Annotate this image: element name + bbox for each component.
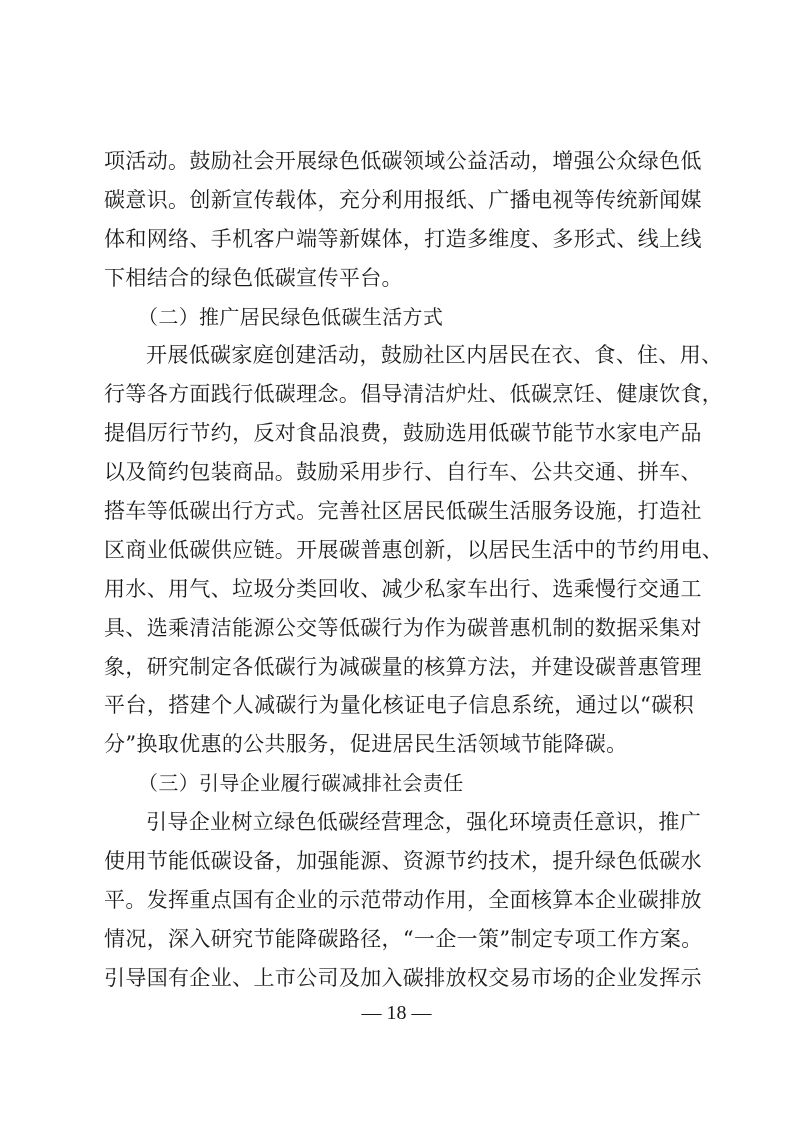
text-line: 搭车等低碳出行方式。完善社区居民低碳生活服务设施，打造社 — [104, 499, 702, 524]
text-line: 下相结合的绿色低碳宣传平台。 — [104, 265, 403, 290]
text-line: 使用节能低碳设备，加强能源、资源节约技术，提升绿色低碳水 — [104, 849, 702, 874]
text-line: 平台，搭建个人减碳行为量化核证电子信息系统，通过以“碳积 — [104, 693, 694, 718]
text-line: 提倡厉行节约，反对食品浪费，鼓励选用低碳节能节水家电产品 — [104, 421, 702, 446]
section-heading-three: （三）引导企业履行碳减排社会责任 — [138, 771, 464, 796]
text-line: 行等各方面践行低碳理念。倡导清洁炉灶、低碳烹饪、健康饮食， — [104, 382, 724, 407]
text-line: 开展低碳家庭创建活动，鼓励社区内居民在衣、食、住、用、 — [146, 343, 723, 368]
text-line: 平。发挥重点国有企业的示范带动作用，全面核算本企业碳排放 — [104, 887, 702, 912]
text-line: 引导国有企业、上市公司及加入碳排放权交易市场的企业发挥示 — [104, 965, 702, 990]
text-line: 碳意识。创新宣传载体，充分利用报纸、广播电视等传统新闻媒 — [104, 187, 702, 212]
text-line: 以及简约包装商品。鼓励采用步行、自行车、公共交通、拼车、 — [104, 460, 702, 485]
section-heading-two: （二）推广居民绿色低碳生活方式 — [138, 304, 444, 329]
text-line: 引导企业树立绿色低碳经营理念，强化环境责任意识，推广 — [146, 810, 702, 835]
text-line: 区商业低碳供应链。开展碳普惠创新，以居民生活中的节约用电、 — [104, 537, 724, 562]
paragraph-resident-lifestyle — [104, 336, 724, 764]
page-number: — 18 — — [361, 1002, 432, 1024]
text-line: 体和网络、手机客户端等新媒体，打造多维度、多形式、线上线 — [104, 226, 702, 251]
paragraph-enterprise-responsibility — [104, 803, 703, 997]
text-line: 象，研究制定各低碳行为减碳量的核算方法，并建设碳普惠管理 — [104, 654, 702, 679]
paragraph-publicity — [104, 142, 702, 298]
text-line: 用水、用气、垃圾分类回收、减少私家车出行、选乘慢行交通工 — [104, 576, 702, 601]
text-line: 情况，深入研究节能降碳路径，“一企一策”制定专项工作方案。 — [104, 926, 703, 951]
text-line: 项活动。鼓励社会开展绿色低碳领域公益活动，增强公众绿色低 — [104, 149, 702, 173]
document-body — [104, 142, 724, 998]
text-line: 具、选乘清洁能源公交等低碳行为作为碳普惠机制的数据采集对 — [104, 615, 702, 640]
text-line: 分”换取优惠的公共服务，促进居民生活领域节能降碳。 — [104, 732, 628, 757]
